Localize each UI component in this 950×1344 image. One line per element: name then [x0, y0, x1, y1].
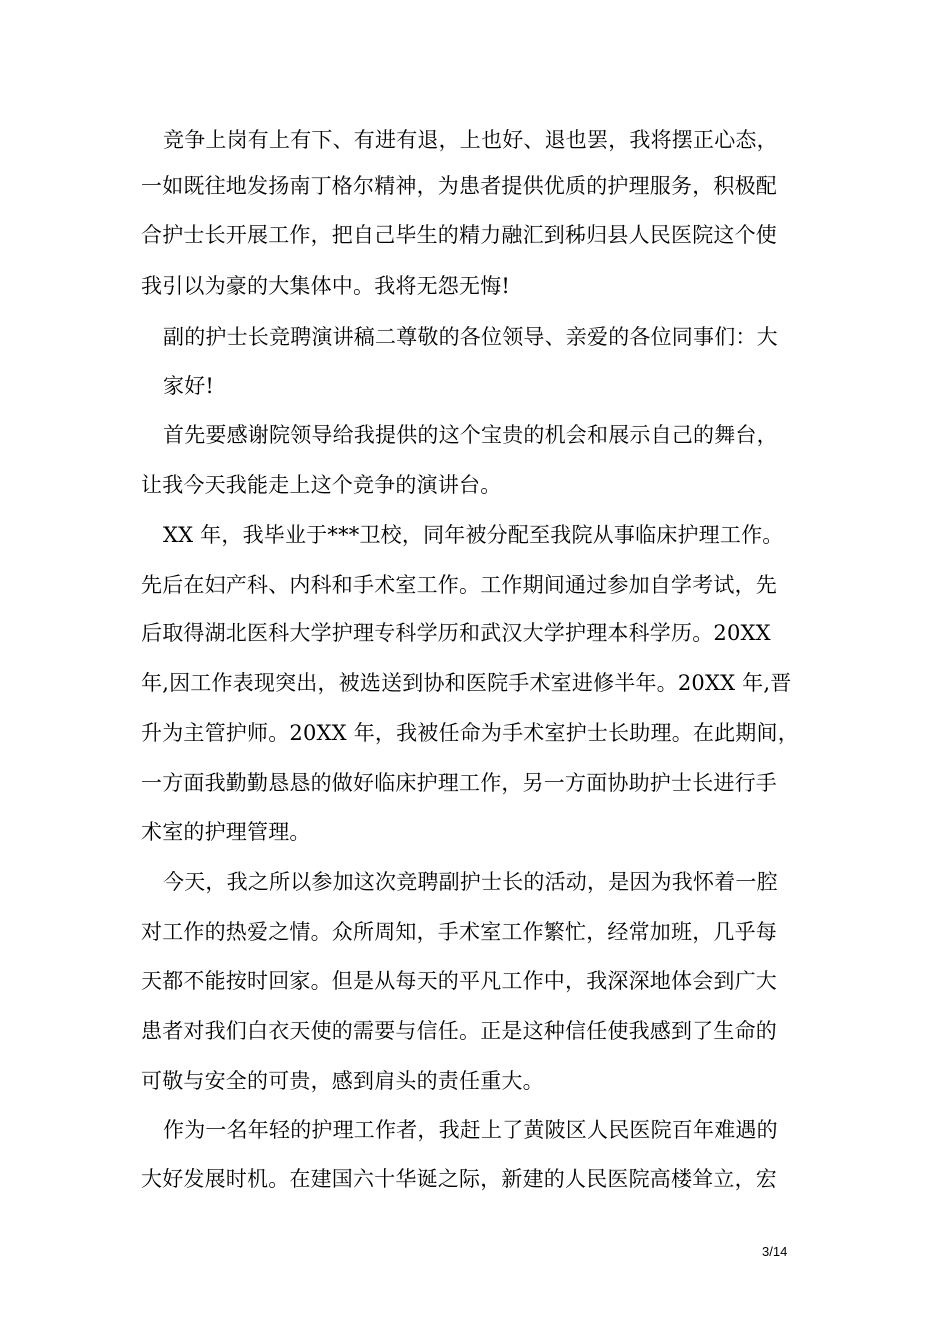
text-line: 让我今天我能走上这个竞争的演讲台。	[141, 473, 502, 497]
text-line: 升为主管护师。20XX 年，我被任命为手术室护士长助理。在此期间，	[141, 721, 799, 745]
text-line: 患者对我们白衣天使的需要与信任。正是这种信任使我感到了生命的	[141, 1019, 777, 1043]
text-line: 家好!	[163, 374, 215, 398]
text-line: XX 年，我毕业于***卫校，同年被分配至我院从事临床护理工作。	[163, 523, 784, 547]
text-line: 首先要感谢院领导给我提供的这个宝贵的机会和展示自己的舞台，	[163, 423, 778, 447]
text-line: 一方面我勤勤恳恳的做好临床护理工作，另一方面协助护士长进行手	[141, 771, 777, 795]
text-line: 竞争上岗有上有下、有进有退，上也好、退也罢，我将摆正心态，	[163, 128, 778, 152]
page-number: 3/14	[762, 1244, 788, 1259]
text-line: 作为一名年轻的护理工作者，我赶上了黄陂区人民医院百年难遇的	[163, 1118, 778, 1142]
text-line: 术室的护理管理。	[141, 820, 311, 844]
text-line: 天都不能按时回家。但是从每天的平凡工作中，我深深地体会到广大	[141, 969, 777, 993]
text-line: 副的护士长竞聘演讲稿二尊敬的各位领导、亲爱的各位同事们：大	[163, 325, 778, 349]
text-line: 一如既往地发扬南丁格尔精神，为患者提供优质的护理服务，积极配	[141, 174, 777, 198]
text-line: 对工作的热爱之情。众所周知，手术室工作繁忙，经常加班，几乎每	[141, 920, 777, 944]
text-line: 年,因工作表现突出，被选送到协和医院手术室进修半年。20XX 年,晋	[141, 671, 792, 695]
text-line: 可敬与安全的可贵，感到肩头的责任重大。	[141, 1069, 544, 1093]
text-line: 后取得湖北医科大学护理专科学历和武汉大学护理本科学历。20XX	[141, 621, 771, 645]
text-line: 先后在妇产科、内科和手术室工作。工作期间通过参加自学考试，先	[141, 573, 777, 597]
text-line: 大好发展时机。在建国六十华诞之际，新建的人民医院高楼耸立，宏	[141, 1167, 777, 1191]
text-line: 我引以为豪的大集体中。我将无怨无悔!	[141, 274, 511, 298]
text-line: 合护士长开展工作，把自己毕生的精力融汇到秭归县人民医院这个使	[141, 223, 777, 247]
text-line: 今天，我之所以参加这次竞聘副护士长的活动，是因为我怀着一腔	[163, 870, 778, 894]
